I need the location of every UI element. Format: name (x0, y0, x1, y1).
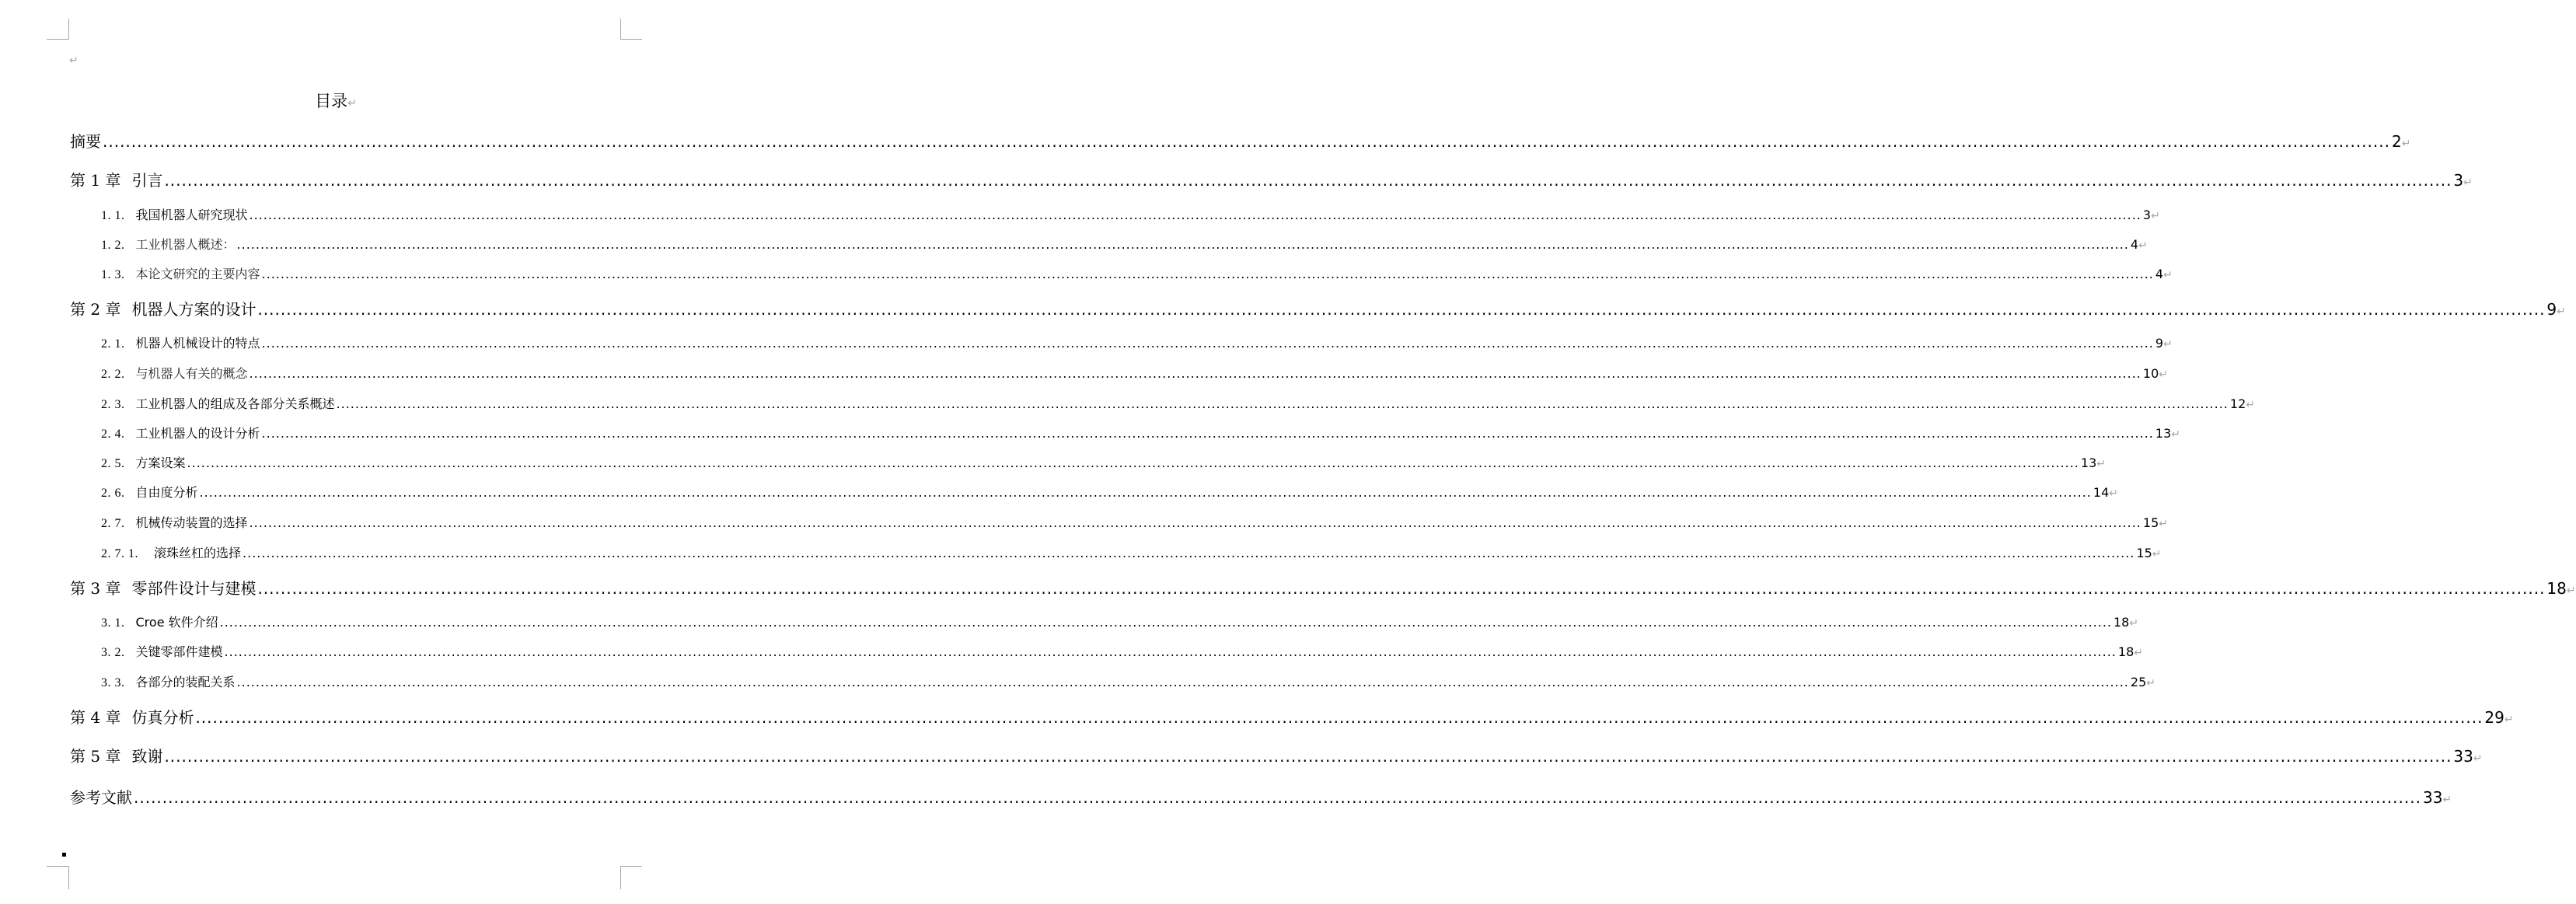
toc-page-number: 25 (2130, 675, 2147, 689)
toc-entry-section[interactable] (101, 236, 2148, 254)
toc-entry-title: 引言 (131, 171, 163, 190)
paragraph-mark: ↵ (347, 97, 357, 110)
toc-entry-section[interactable] (101, 207, 2160, 225)
paragraph-mark: ↵ (2134, 647, 2143, 659)
toc-page-number: 13 (2155, 426, 2172, 441)
toc-entry-number: 2. 2. (101, 368, 125, 381)
toc-dot-leader: ................................................................................................................................................................................................................................................................................................................................................................................................................ (249, 515, 2141, 530)
toc-entry-title: 摘要 (70, 132, 101, 151)
paragraph-mark: ↵ (2463, 176, 2473, 189)
paragraph-mark: ↵ (2557, 305, 2566, 318)
paragraph-mark: ↵ (2159, 518, 2168, 530)
crop-mark-bottom-right (620, 866, 642, 867)
paragraph-mark: ↵ (2096, 458, 2106, 470)
anchor-marker (62, 853, 66, 857)
toc-entry-section[interactable] (101, 335, 2173, 353)
toc-dot-leader: ................................................................................................................................................................................................................................................................................................................................................................................................................ (187, 455, 2079, 470)
toc-entry-title: 各部分的装配关系 (135, 675, 236, 689)
paragraph-mark: ↵ (2171, 428, 2180, 441)
toc-entry-section[interactable] (101, 266, 2173, 284)
toc-entry-title: 自由度分析 (135, 485, 198, 500)
toc-page-number: 9 (2546, 300, 2557, 319)
paragraph-mark: ↵ (2109, 487, 2118, 500)
toc-dot-leader: ................................................................................................................................................................................................................................................................................................................................................................................................................ (236, 237, 2129, 252)
toc-entry-number: 2. 6. (101, 487, 125, 500)
paragraph-mark: ↵ (2442, 794, 2452, 806)
toc-entry-number: 2. 3. (101, 398, 125, 411)
toc-title (0, 90, 672, 114)
toc-entry-section[interactable] (101, 644, 2143, 661)
toc-entry-chapter[interactable] (70, 131, 2411, 154)
toc-page-number: 15 (2142, 515, 2159, 530)
paragraph-mark: ↵ (2152, 548, 2162, 560)
toc-page-number: 33 (2422, 788, 2443, 807)
crop-mark-top-right (620, 39, 642, 40)
toc-entry-section[interactable] (101, 614, 2139, 632)
toc-dot-leader: ................................................................................................................................................................................................................................................................................................................................................................................................................ (249, 366, 2141, 381)
toc-entry-title: 与机器人有关的概念 (135, 366, 248, 381)
toc-page-number: 12 (2229, 396, 2246, 411)
toc-page-number: 18 (2117, 644, 2134, 659)
toc-page-number: 33 (2453, 747, 2473, 766)
toc-entry-title: 我国机器人研究现状 (135, 208, 248, 222)
crop-mark-top-right-v (620, 19, 621, 40)
toc-entry-section[interactable] (101, 484, 2118, 502)
paragraph-mark: ↵ (2246, 399, 2255, 411)
crop-mark-top-left (47, 39, 68, 40)
toc-page-number: 9 (2155, 336, 2164, 351)
toc-entry-chapter[interactable] (70, 578, 2576, 601)
toc-dot-leader: ................................................................................................................................................................................................................................................................................................................................................................................................................ (261, 267, 2154, 281)
toc-entry-title: 机械传动装置的选择 (135, 515, 248, 530)
toc-entry-title: 方案设案 (135, 455, 186, 470)
paragraph-mark: ↵ (2566, 585, 2576, 597)
toc-entry-number: 2. 4. (101, 428, 125, 441)
toc-entry-number: 第 4 章 (70, 708, 121, 727)
toc-page-number: 29 (2484, 708, 2504, 727)
toc-entry-section[interactable] (101, 515, 2168, 532)
toc-entry-number: 第 3 章 (70, 579, 121, 598)
toc-page-number: 4 (2155, 267, 2164, 281)
toc-dot-leader: ................................................................................................................................................................................................................................................................................................................................................................................................................ (261, 426, 2154, 441)
toc-entry-title: 机器人机械设计的特点 (135, 336, 260, 351)
toc-dot-leader: ................................................................................................................................................................................................................................................................................................................................................................................................................ (243, 546, 2135, 560)
toc-entry-section[interactable] (101, 396, 2255, 414)
toc-entry-title: 滚珠丝杠的选择 (154, 546, 242, 560)
paragraph-mark: ↵ (2129, 617, 2139, 630)
paragraph-mark: ↵ (2163, 269, 2173, 281)
toc-dot-leader: ................................................................................................................................................................................................................................................................................................................................................................................................................ (249, 208, 2141, 222)
toc-page-number: 15 (2136, 546, 2152, 560)
toc-entry-number: 2. 5. (101, 457, 125, 470)
crop-mark-top-left-v (68, 19, 69, 40)
toc-dot-leader: ................................................................................................................................................................................................................................................................................................................................................................................................................ (257, 300, 2546, 319)
toc-page-number: 3 (2142, 208, 2152, 222)
toc-page-number: 3 (2453, 171, 2464, 190)
paragraph-mark: ↵ (2138, 239, 2148, 252)
toc-entry-chapter[interactable] (70, 707, 2514, 730)
toc-entry-chapter[interactable] (70, 170, 2473, 193)
toc-dot-leader: ................................................................................................................................................................................................................................................................................................................................................................................................................ (224, 644, 2117, 659)
toc-entry-section[interactable] (101, 545, 2162, 563)
toc-entry-number: 3. 3. (101, 676, 125, 689)
toc-entry-title: 机器人方案的设计 (131, 300, 257, 319)
toc-dot-leader: ................................................................................................................................................................................................................................................................................................................................................................................................................ (219, 615, 2112, 630)
toc-entry-title: 参考文献 (70, 788, 132, 807)
paragraph-mark: ↵ (69, 54, 79, 67)
toc-page-number: 4 (2130, 237, 2139, 252)
toc-entry-section[interactable] (101, 425, 2180, 443)
paragraph-mark: ↵ (2159, 368, 2168, 381)
toc-entry-number: 第 2 章 (70, 300, 121, 319)
toc-page-number: 10 (2142, 366, 2159, 381)
toc-entry-number: 1. 2. (101, 239, 125, 252)
toc-entry-number: 第 5 章 (70, 747, 121, 766)
toc-dot-leader: ................................................................................................................................................................................................................................................................................................................................................................................................................ (236, 675, 2129, 689)
toc-entry-number: 1. 1. (101, 209, 125, 222)
toc-entry-chapter[interactable] (70, 746, 2483, 769)
toc-entry-number: 3. 1. (101, 616, 125, 630)
toc-dot-leader: ................................................................................................................................................................................................................................................................................................................................................................................................................ (336, 396, 2229, 411)
toc-dot-leader: ................................................................................................................................................................................................................................................................................................................................................................................................................ (103, 132, 2390, 151)
toc-entry-number: 3. 2. (101, 646, 125, 659)
toc-page-number: 18 (2546, 579, 2567, 598)
toc-entry-number: 第 1 章 (70, 171, 121, 190)
toc-entry-chapter[interactable] (70, 299, 2566, 322)
paragraph-mark: ↵ (2473, 752, 2483, 765)
toc-entry-title: Croe 软件介绍 (135, 615, 218, 630)
toc-entry-title: 零部件设计与建模 (131, 579, 257, 598)
crop-mark-bottom-left (47, 866, 68, 867)
toc-page-number: 14 (2093, 485, 2110, 500)
paragraph-mark: ↵ (2151, 210, 2160, 222)
toc-entry-title: 工业机器人概述： (135, 237, 236, 252)
toc-dot-leader: ................................................................................................................................................................................................................................................................................................................................................................................................................ (134, 788, 2421, 807)
toc-dot-leader: ................................................................................................................................................................................................................................................................................................................................................................................................................ (164, 747, 2452, 766)
toc-dot-leader: ................................................................................................................................................................................................................................................................................................................................................................................................................ (195, 708, 2484, 727)
toc-page-number: 2 (2391, 132, 2402, 151)
paragraph-mark: ↵ (2163, 338, 2173, 351)
toc-entry-number: 2. 1. (101, 337, 125, 351)
toc-page-number: 13 (2080, 455, 2097, 470)
toc-page-number: 18 (2114, 615, 2130, 630)
toc-entry-number: 2. 7. (101, 517, 125, 530)
toc-entry-title: 本论文研究的主要内容 (135, 267, 260, 281)
toc-entry-section[interactable] (101, 365, 2168, 383)
paragraph-mark: ↵ (2504, 714, 2514, 726)
toc-entry-title: 工业机器人的组成及各部分关系概述 (135, 396, 335, 411)
toc-dot-leader: ................................................................................................................................................................................................................................................................................................................................................................................................................ (164, 171, 2452, 190)
toc-entry-title: 仿真分析 (131, 708, 194, 727)
toc-entry-chapter[interactable] (70, 787, 2452, 810)
toc-entry-title: 致谢 (131, 747, 163, 766)
crop-mark-bottom-right-v (620, 866, 621, 889)
paragraph-mark: ↵ (2146, 677, 2155, 689)
toc-entry-section[interactable] (101, 674, 2155, 692)
toc-entry-title: 工业机器人的设计分析 (135, 426, 260, 441)
toc-dot-leader: ................................................................................................................................................................................................................................................................................................................................................................................................................ (257, 579, 2546, 598)
toc-dot-leader: ................................................................................................................................................................................................................................................................................................................................................................................................................ (199, 485, 2092, 500)
toc-entry-section[interactable] (101, 455, 2106, 473)
toc-entry-title: 关键零部件建模 (135, 644, 223, 659)
toc-dot-leader: ................................................................................................................................................................................................................................................................................................................................................................................................................ (261, 336, 2154, 351)
toc-entry-number: 2. 7. 1. (101, 547, 138, 560)
paragraph-mark: ↵ (2401, 138, 2411, 150)
toc-entry-number: 1. 3. (101, 268, 125, 281)
crop-mark-bottom-left-v (68, 866, 69, 889)
toc-title-text: 目录 (315, 92, 348, 110)
